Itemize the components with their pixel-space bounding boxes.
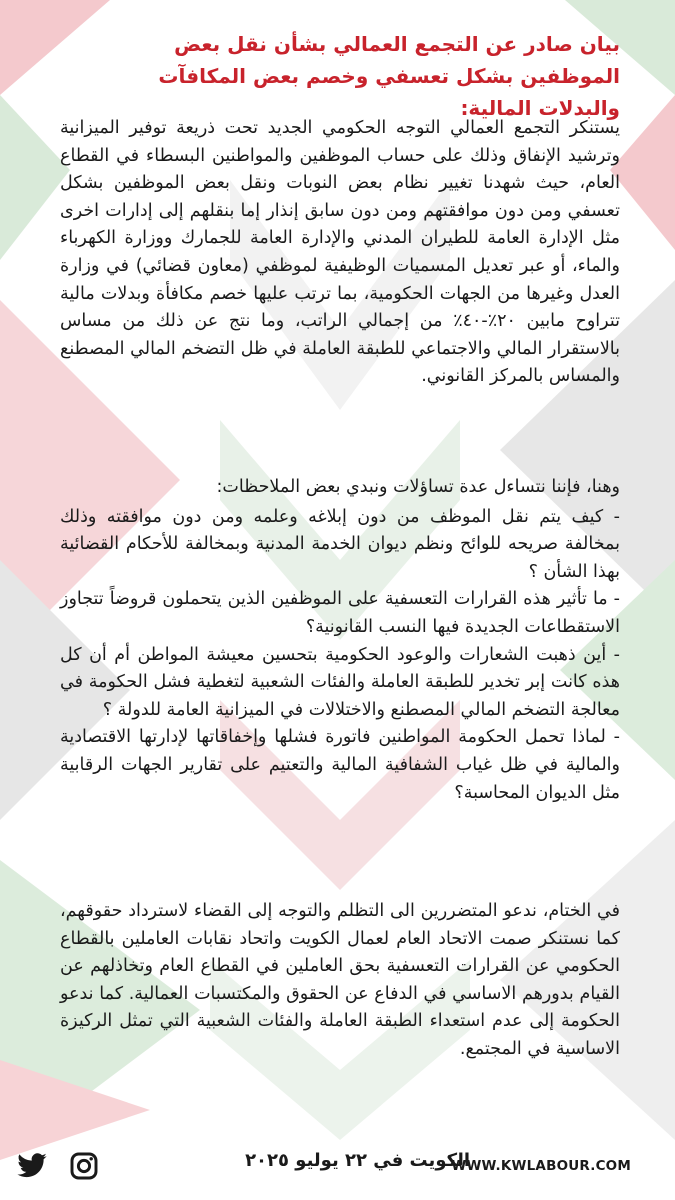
website-link[interactable]: WWW.KWLABOUR.COM xyxy=(451,1158,631,1174)
note-item: - لماذا تحمل الحكومة المواطنين فاتورة فشلها وإخفاقاتها لإدارتها الاقتصادية والمالية في ظل غياب الشفافية المالية والتعتيم على تقارير الجهات الرقابية مثل الديوان المحاسبة؟ xyxy=(60,727,620,803)
instagram-icon[interactable] xyxy=(66,1150,102,1182)
date-line: الكويت في ٢٢ يوليو ٢٠٢٥ xyxy=(245,1150,470,1171)
note-item: - ما تأثير هذه القرارات التعسفية على الموظفين الذين يتحملون قروضاً تتجاوز الاستقطاعات الجديدة فيها النسب القانونية؟ xyxy=(60,589,620,637)
note-item: - كيف يتم نقل الموظف من دون إبلاغه وعلمه ومن دون موافقته وذلك بمخالفة صريحه للوائح ونظم ديوان الخدمة المدنية وبمخالفة للأحكام القضائية بهذا الشأن ؟ xyxy=(60,506,620,582)
closing-paragraph: في الختام، ندعو المتضررين الى التظلم والتوجه إلى القضاء لاسترداد حقوقهم، كما نستنكر صمت الاتحاد العام لعمال الكويت واتحاد نقابات العاملين بالقطاع الحكومي عن القرارات التعسفية بحق العاملين في القطاع العام وتخاذلهم عن القيام بدورهم الاساسي في الدفاع عن الحقوق والمكتسبات العمالية. كما ندعو الحكومة إلى عدم استعداء الطبقة العاملة والفئات الشعبية التي تمثل الركيزة الاساسية في المجتمع. xyxy=(60,901,620,1059)
statement-title: بيان صادر عن التجمع العمالي بشأن نقل بعض الموظفين بشكل تعسفي وخصم بعض المكافآت والبدلات المالية: xyxy=(158,32,620,120)
statement-paragraph: يستنكر التجمع العمالي التوجه الحكومي الجديد تحت ذريعة توفير الميزانية وترشيد الإنفاق وذلك على حساب الموظفين والمواطنين البسطاء في القطاع العام، حيث شهدنا تغيير نظام بعض النوبات ونقل بعض الموظفين بشكل تعسفي ومن دون موافقتهم ومن دون سابق إنذار إما بنقلهم إلى إدارات اخرى مثل الإدارة العامة للطيران المدني والإدارة العامة للجمارك ووزارة الكهرباء والماء، أو عبر تعديل المسميات الوظيفية لموظفي (معاون قضائي) في وزارة العدل وغيرها من الجهات الحكومية، بما ترتب عليها خصم مكافأة وبدلات مالية تتراوح مابين ٢٠٪-٤٠٪ من إجمالي الراتب، وما نتج عن ذلك من مساس بالاستقرار المالي والاجتماعي للطبقة العاملة في ظل التضخم المالي المصطنع والمساس بالمركز القانوني. xyxy=(60,118,620,387)
notes-list xyxy=(60,504,620,808)
twitter-icon[interactable] xyxy=(14,1150,50,1182)
note-item: - أين ذهبت الشعارات والوعود الحكومية بتحسين معيشة المواطن أم أن كل هذه كانت إبر تخدير للطبقة العاملة والفئات الشعبية لتغطية فشل الحكومة في معالجة التضخم المالي المصطنع والاختلالات في الميزانية العامة للدولة ؟ xyxy=(60,644,620,720)
social-links xyxy=(14,1150,102,1182)
notes-intro: وهنا، فإننا نتساءل عدة تساؤلات ونبدي بعض الملاحظات: xyxy=(216,477,620,497)
notes-section xyxy=(60,474,620,807)
